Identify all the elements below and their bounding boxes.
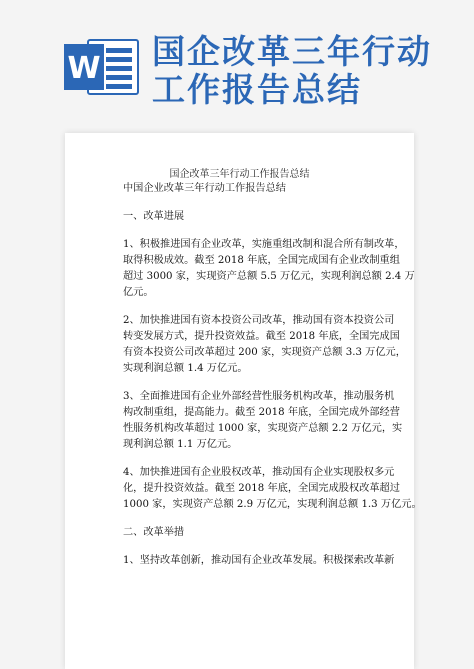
- paragraph-line: 现利润总额 1.1 万亿元。: [123, 439, 238, 450]
- page-title-line-2: 工作报告总结: [152, 70, 362, 109]
- paragraph-line: 实现利润总额 1.4 万亿元。: [123, 363, 248, 374]
- paragraph-line: 取得积极成效。截至 2018 年底，全国完成国有企业改制重组: [123, 255, 400, 266]
- paragraph-line: 构改制重组，提高能力。截至 2018 年底，全国完成外部经营: [123, 407, 400, 418]
- page-title-line-1: 国企改革三年行动: [152, 32, 432, 71]
- paragraph-line: 转变发展方式，提升投资效益。截至 2018 年底，全国完成国: [123, 331, 400, 342]
- document-page: [65, 133, 422, 669]
- paragraph-line: 4、加快推进国有企业股权改革，推动国有企业实现股权多元: [123, 467, 395, 478]
- paragraph-5: [123, 553, 403, 569]
- document-body: [123, 181, 422, 569]
- paragraph-1: [123, 237, 415, 301]
- paragraph-line: 有资本投资公司改革超过 200 家，实现资产总额 3.3 万亿元，: [123, 347, 406, 358]
- paragraph-2: [123, 313, 406, 377]
- document-title: 国企改革三年行动工作报告总结: [169, 169, 310, 180]
- paragraph-line: 3、全面推进国有企业外部经营性服务机构改革，推动服务机: [123, 391, 395, 402]
- header-banner: [0, 0, 474, 118]
- word-icon-letter: W: [67, 51, 101, 86]
- paragraph-line: 亿元。: [123, 287, 154, 298]
- section-heading-measures: 二、改革举措: [123, 527, 185, 538]
- section-heading-progress: 一、改革进展: [123, 211, 185, 222]
- paragraph-4: [123, 465, 422, 513]
- paragraph-line: 化，提升投资效益。截至 2018 年底，全国完成股权改革超过: [123, 483, 400, 494]
- paragraph-line: 性服务机构改革超过 1000 家，实现资产总额 2.2 万亿元，实: [123, 423, 403, 434]
- paragraph-line: 2、加快推进国有资本投资公司改革，推动国有资本投资公司: [123, 315, 395, 326]
- word-document-icon: [62, 38, 140, 96]
- paragraph-3: [123, 389, 403, 453]
- paragraph-line: 1000 家，实现资产总额 2.9 万亿元，实现利润总额 1.3 万亿元。: [123, 499, 422, 510]
- paragraph-line: 1、坚持改革创新，推动国有企业改革发展。积极探索改革新: [123, 555, 395, 566]
- paragraph-line: 1、积极推进国有企业改革，实施重组改制和混合所有制改革，: [123, 239, 405, 250]
- paragraph-line: 超过 3000 家，实现资产总额 5.5 万亿元，实现利润总额 2.4 万: [123, 271, 415, 282]
- document-subtitle: 中国企业改革三年行动工作报告总结: [123, 183, 286, 194]
